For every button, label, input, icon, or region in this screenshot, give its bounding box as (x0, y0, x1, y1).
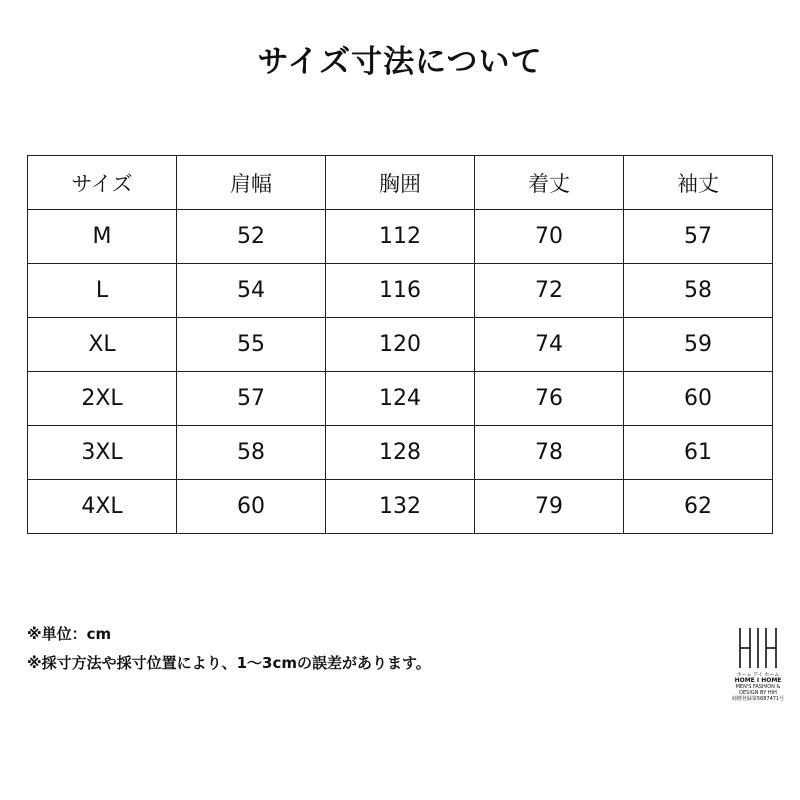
header-sleeve: 袖丈 (624, 156, 773, 210)
size-table (27, 155, 773, 534)
table-row (28, 318, 773, 372)
table-cell: 70 (475, 210, 624, 264)
unit-note: ※単位：cm (27, 625, 112, 643)
error-note: ※採寸方法や採寸位置により、1～3cmの誤差があります。 (27, 654, 431, 672)
table-cell: 112 (326, 210, 475, 264)
table-cell: 116 (326, 264, 475, 318)
table-header-row (28, 156, 773, 210)
header-chest: 胸囲 (326, 156, 475, 210)
table-cell: 52 (177, 210, 326, 264)
table-cell: 79 (475, 480, 624, 534)
header-size: サイズ (28, 156, 177, 210)
logo-kana: ホーム アイ ホーム (736, 672, 780, 678)
table-cell: 128 (326, 426, 475, 480)
logo-tagline: MEN'S FASHION & DESIGN BY HIH (735, 684, 781, 696)
brand-logo-text (728, 672, 788, 702)
table-row (28, 372, 773, 426)
logo-registration: 商標登録第5887471号 (731, 696, 785, 702)
table-cell: M (28, 210, 177, 264)
table-cell: 76 (475, 372, 624, 426)
table-cell: 57 (177, 372, 326, 426)
table-cell: 74 (475, 318, 624, 372)
header-shoulder-width: 肩幅 (177, 156, 326, 210)
table-cell: 60 (177, 480, 326, 534)
table-cell: 3XL (28, 426, 177, 480)
notes (27, 620, 431, 678)
table-cell: 57 (624, 210, 773, 264)
table-cell: 120 (326, 318, 475, 372)
table-cell: 132 (326, 480, 475, 534)
table-cell: 2XL (28, 372, 177, 426)
logo-name: HOME I HOME (734, 677, 782, 684)
table-cell: 60 (624, 372, 773, 426)
table-row (28, 426, 773, 480)
table-cell: 72 (475, 264, 624, 318)
table-cell: 61 (624, 426, 773, 480)
header-length: 着丈 (475, 156, 624, 210)
table-cell: 55 (177, 318, 326, 372)
table-cell: 62 (624, 480, 773, 534)
table-cell: XL (28, 318, 177, 372)
table-row (28, 480, 773, 534)
table-cell: 4XL (28, 480, 177, 534)
table-cell: 59 (624, 318, 773, 372)
table-row (28, 264, 773, 318)
table-cell: 58 (177, 426, 326, 480)
page-title: サイズ寸法について (257, 44, 543, 80)
table-cell: L (28, 264, 177, 318)
table-cell: 54 (177, 264, 326, 318)
table-row (28, 210, 773, 264)
table-cell: 124 (326, 372, 475, 426)
table-cell: 78 (475, 426, 624, 480)
table-cell: 58 (624, 264, 773, 318)
